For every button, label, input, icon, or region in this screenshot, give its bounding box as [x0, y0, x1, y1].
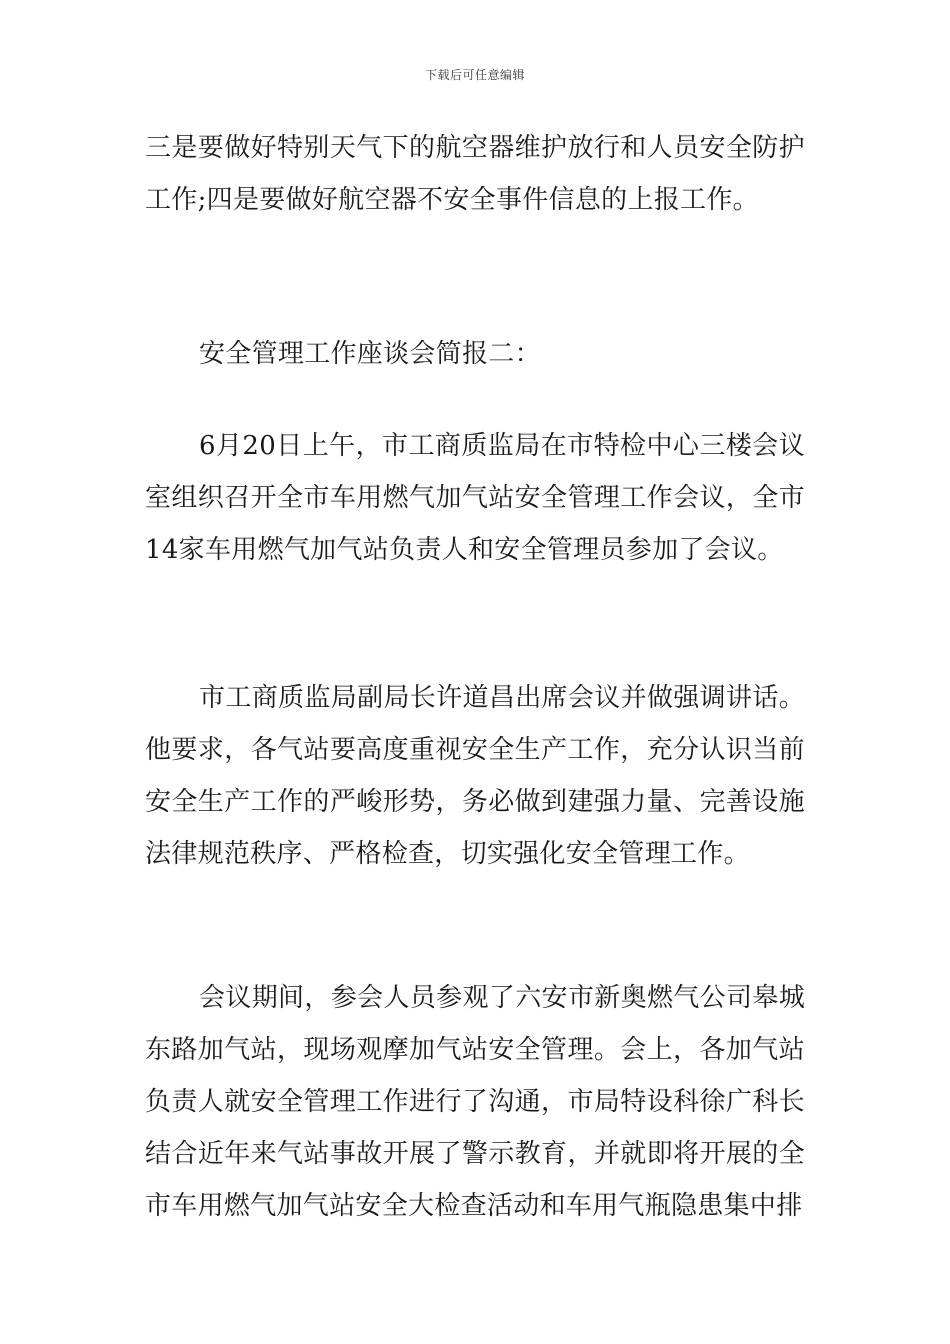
heading-text: 安全管理工作座谈会简报二：: [199, 339, 541, 369]
section-heading: [145, 328, 805, 380]
paragraph-visit: [145, 972, 805, 1232]
paragraph-continuation: [145, 122, 805, 226]
paragraph: 三是要做好特别天气下的航空器维护放行和人员安全防护工作;四是要做好航空器不安全事件信息的上报工作。: [145, 133, 805, 215]
paragraph: 6月20日上午，市工商质监局在市特检中心三楼会议室组织召开全市车用燃气加气站安全管理工作会议，全市14家车用燃气加气站负责人和安全管理员参加了会议。: [145, 431, 805, 565]
paragraph: 会议期间，参会人员参观了六安市新奥燃气公司皋城东路加气站，现场观摩加气站安全管理。会上，各加气站负责人就安全管理工作进行了沟通，市局特设科徐广科长结合近年来气站事故开展了警示教育，并就即将开展的全市车用燃气加气站安全大检查活动和车用气瓶隐患集中排: [145, 983, 805, 1221]
paragraph-speech: [145, 672, 805, 880]
page-header: 下载后可任意编辑: [424, 68, 525, 82]
paragraph-meeting-info: [145, 420, 805, 576]
paragraph: 市工商质监局副局长许道昌出席会议并做强调讲话。他要求，各气站要高度重视安全生产工作，充分认识当前安全生产工作的严峻形势，务必做到建强力量、完善设施法律规范秩序、严格检查，切实强化安全管理工作。: [145, 683, 805, 869]
